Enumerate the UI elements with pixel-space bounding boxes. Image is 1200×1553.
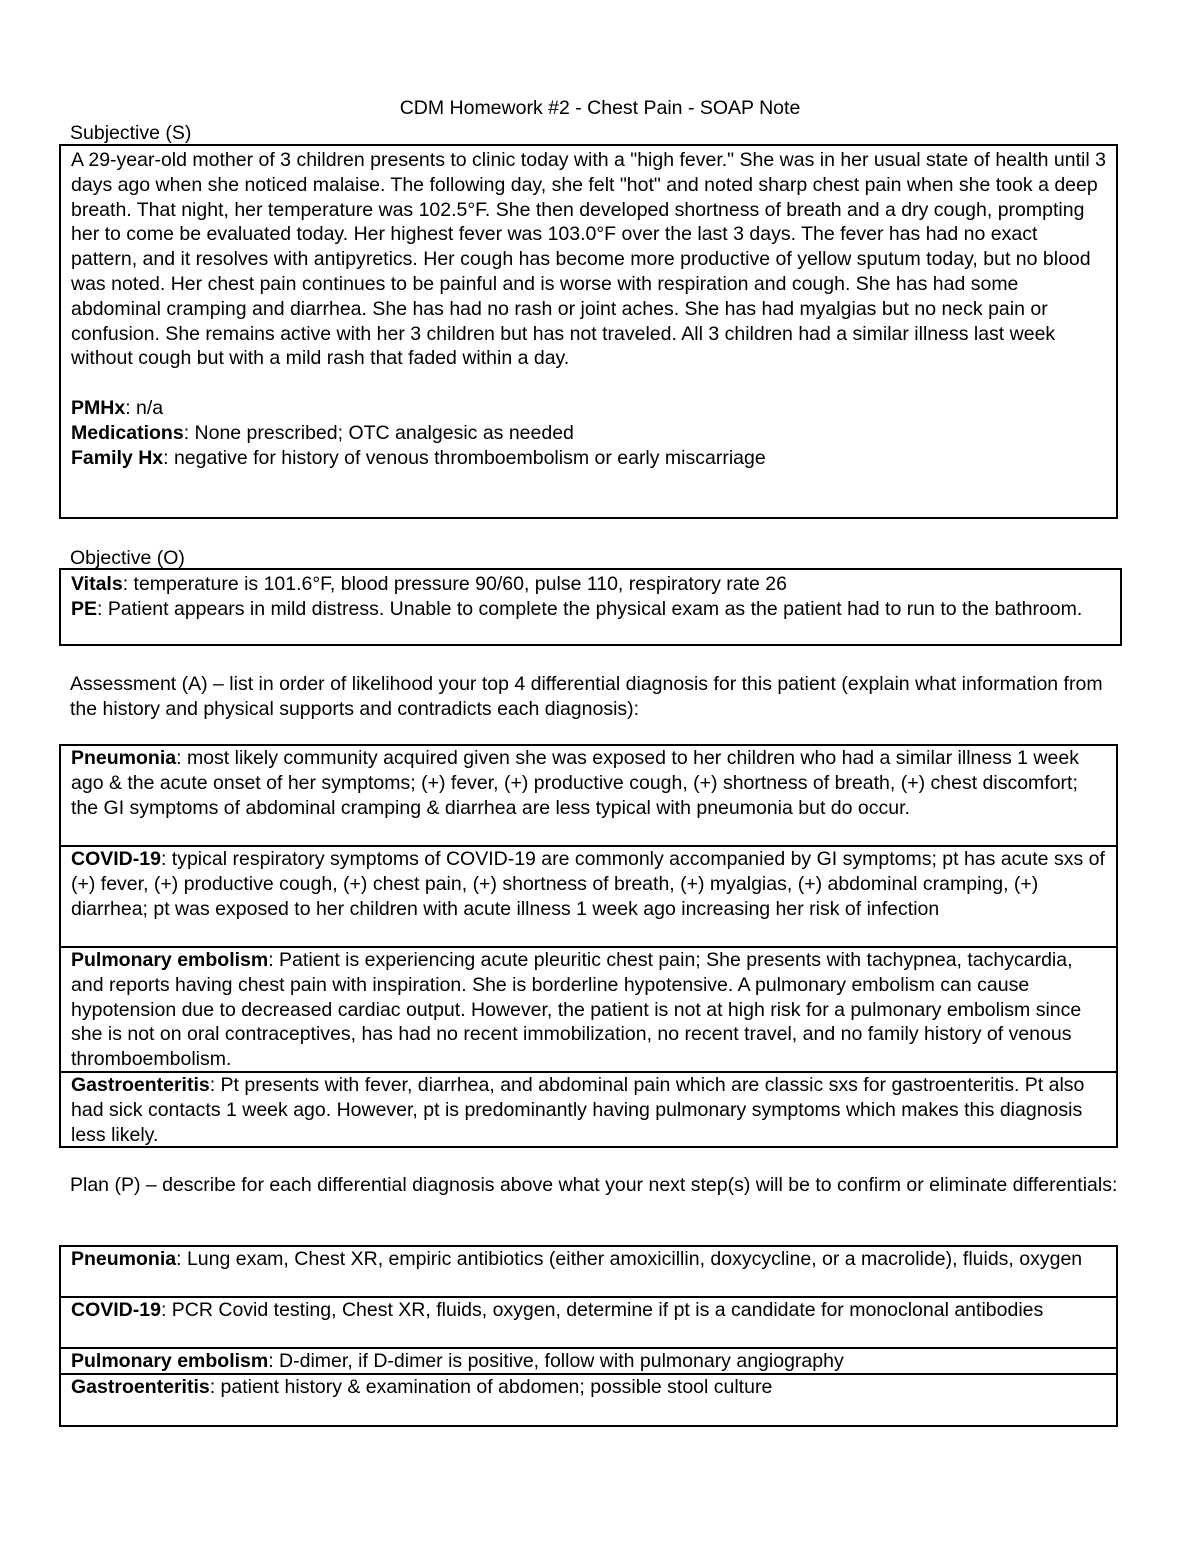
plan-row <box>61 1298 1116 1349</box>
pe-value: : Patient appears in mild distress. Unable to complete the physical exam as the patient had to run to the bathroom. <box>97 597 1083 620</box>
plan-row <box>61 1375 1116 1425</box>
assessment-row <box>61 1073 1116 1146</box>
family-hx-line <box>71 446 1106 471</box>
medications-line <box>71 421 1106 446</box>
plan-label: COVID-19 <box>71 1299 161 1321</box>
subjective-box <box>59 144 1118 519</box>
plan-text: : D-dimer, if D-dimer is positive, follow with pulmonary angiography <box>268 1350 844 1372</box>
vitals-label: Vitals <box>71 573 123 595</box>
page-title: CDM Homework #2 - Chest Pain - SOAP Note <box>399 97 801 119</box>
objective-heading: Objective (O) <box>70 547 185 569</box>
plan-heading: Plan (P) – describe for each differential diagnosis above what your next step(s) will be to confirm or eliminate differentials: <box>70 1174 1118 1196</box>
plan-label: Gastroenteritis <box>71 1376 210 1398</box>
plan-text: : Lung exam, Chest XR, empiric antibiotics (either amoxicillin, doxycycline, or a macrolide), fluids, oxygen <box>176 1248 1083 1270</box>
plan-text: : PCR Covid testing, Chest XR, fluids, oxygen, determine if pt is a candidate for monoclonal antibodies <box>160 1299 1044 1321</box>
family-hx-value: : negative for history of venous thromboembolism or early miscarriage <box>163 446 766 469</box>
plan-row <box>61 1247 1116 1298</box>
diagnosis-text: : typical respiratory symptoms of COVID-19 are commonly accompanied by GI symptoms; pt has acute sxs of (+) fever, (+) productive cough, (+) chest pain, (+) shortness of breath, (+) myalgias, (+) abdominal cramping, (+) diarrhea; pt was exposed to her children with acute illness 1 week ago increasing her risk of infection <box>71 848 1105 920</box>
pmhx-label: PMHx <box>71 396 126 419</box>
vitals-line <box>71 572 1110 597</box>
diagnosis-label: Pneumonia <box>71 747 177 769</box>
pe-label: PE <box>71 597 98 620</box>
objective-box <box>59 568 1122 646</box>
assessment-row <box>61 847 1116 948</box>
vitals-value: : temperature is 101.6°F, blood pressure 90/60, pulse 110, respiratory rate 26 <box>122 573 788 595</box>
assessment-table <box>59 744 1118 1148</box>
subjective-heading: Subjective (S) <box>70 122 192 144</box>
diagnosis-label: COVID-19 <box>71 848 161 870</box>
assessment-heading: Assessment (A) – list in order of likelihood your top 4 differential diagnosis for this patient (explain what information from the history and physical supports and contradicts each diagnosis): <box>70 673 1103 720</box>
pe-line <box>71 597 1110 622</box>
diagnosis-text: : Patient is experiencing acute pleuritic chest pain; She presents with tachypnea, tachycardia, and reports having chest pain with inspiration. She is borderline hypotensive. A pulmonary embolism can cause hypotension due to decreased cardiac output. However, the patient is not at high risk for a pulmonary embolism since she is not on oral contraceptives, has had no recent immobilization, no recent travel, and no family history of venous thromboembolism. <box>71 949 1082 1071</box>
diagnosis-text: : Pt presents with fever, diarrhea, and abdominal pain which are classic sxs for gastroenteritis. Pt also had sick contacts 1 week ago. However, pt is predominantly having pulmonary symptoms which makes this diagnosis less likely. <box>71 1074 1085 1146</box>
plan-row <box>61 1349 1116 1375</box>
medications-value: : None prescribed; OTC analgesic as needed <box>183 421 574 444</box>
plan-table <box>59 1245 1118 1427</box>
plan-label: Pneumonia <box>71 1248 177 1270</box>
subjective-narrative: A 29-year-old mother of 3 children presents to clinic today with a "high fever." She was in her usual state of health until 3 days ago when she noticed malaise. The following day, she felt "hot" and noted sharp chest pain when she took a deep breath. That night, her temperature was 102.5°F. She then developed shortness of breath and a dry cough, prompting her to come be evaluated today. Her highest fever was 103.0°F over the last 3 days. The fever has had no exact pattern, and it resolves with antipyretics. Her cough has become more productive of yellow sputum today, but no blood was noted. Her chest pain continues to be painful and is worse with respiration and cough. She has had some abdominal cramping and diarrhea. She has had no rash or joint aches. She has had myalgias but no neck pain or confusion. She remains active with her 3 children but has not traveled. All 3 children had a similar illness last week without cough but with a mild rash that faded within a day. <box>71 149 1106 370</box>
family-hx-label: Family Hx <box>71 446 164 469</box>
plan-text: : patient history & examination of abdomen; possible stool culture <box>209 1376 773 1398</box>
pmhx-value: : n/a <box>125 396 164 419</box>
diagnosis-text: : most likely community acquired given she was exposed to her children who had a similar illness 1 week ago & the acute onset of her symptoms; (+) fever, (+) productive cough, (+) shortness of breath, (+) chest discomfort; the GI symptoms of abdominal cramping & diarrhea are less typical with pneumonia but do occur. <box>71 747 1079 819</box>
plan-label: Pulmonary embolism <box>71 1350 269 1372</box>
assessment-row <box>61 948 1116 1073</box>
diagnosis-label: Pulmonary embolism <box>71 949 269 971</box>
assessment-row <box>61 746 1116 847</box>
medications-label: Medications <box>71 421 184 444</box>
diagnosis-label: Gastroenteritis <box>71 1074 210 1096</box>
pmhx-line <box>71 396 1106 421</box>
